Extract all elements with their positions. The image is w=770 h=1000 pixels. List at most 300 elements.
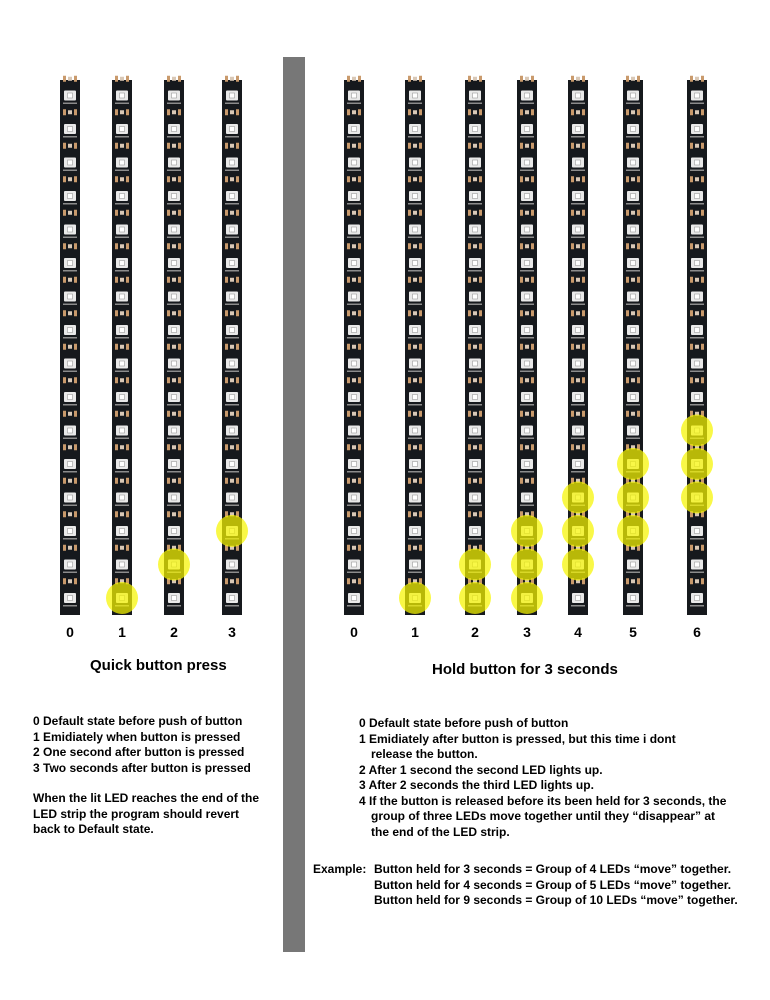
- resistor: [347, 210, 350, 216]
- led-die: [525, 127, 530, 132]
- resistor: [225, 344, 228, 350]
- resistor: [468, 210, 471, 216]
- copper-trace: [520, 337, 534, 339]
- resistor: [701, 578, 704, 584]
- led-die: [576, 294, 581, 299]
- led-die: [352, 194, 357, 199]
- resistor: [479, 277, 482, 283]
- copper-trace: [571, 103, 585, 105]
- resistor: [701, 243, 704, 249]
- copper-trace: [225, 136, 239, 138]
- solder-pad: [473, 378, 477, 382]
- resistor: [479, 243, 482, 249]
- resistor: [126, 143, 129, 149]
- column-label: 2: [471, 624, 479, 640]
- resistor: [358, 143, 361, 149]
- resistor: [468, 478, 471, 484]
- copper-trace: [690, 538, 704, 540]
- copper-trace: [225, 505, 239, 507]
- resistor: [236, 76, 239, 82]
- copper-trace: [571, 237, 585, 239]
- led-die: [695, 160, 700, 165]
- copper-trace: [167, 605, 181, 607]
- solder-pad: [473, 479, 477, 483]
- led-die: [413, 361, 418, 366]
- resistor: [408, 277, 411, 283]
- column-label: 2: [170, 624, 178, 640]
- resistor: [571, 444, 574, 450]
- resistor: [167, 377, 170, 383]
- copper-trace: [115, 438, 129, 440]
- copper-trace: [408, 270, 422, 272]
- column-label: 1: [411, 624, 419, 640]
- copper-trace: [167, 404, 181, 406]
- led-die: [631, 294, 636, 299]
- resistor: [479, 411, 482, 417]
- copper-trace: [347, 203, 361, 205]
- resistor: [408, 210, 411, 216]
- resistor: [347, 310, 350, 316]
- resistor: [637, 377, 640, 383]
- resistor: [358, 109, 361, 115]
- resistor: [468, 344, 471, 350]
- solder-pad: [68, 177, 72, 181]
- led-die: [525, 428, 530, 433]
- resistor: [531, 277, 534, 283]
- led-die: [473, 93, 478, 98]
- copper-trace: [63, 103, 77, 105]
- solder-pad: [120, 77, 124, 81]
- resistor: [419, 243, 422, 249]
- solder-pad: [230, 177, 234, 181]
- led-die: [695, 361, 700, 366]
- resistor: [126, 545, 129, 551]
- led-die: [120, 294, 125, 299]
- resistor: [468, 444, 471, 450]
- led-die: [352, 261, 357, 266]
- led-die: [230, 294, 235, 299]
- copper-trace: [626, 404, 640, 406]
- copper-trace: [347, 404, 361, 406]
- led-die: [230, 194, 235, 199]
- solder-pad: [230, 144, 234, 148]
- copper-trace: [408, 371, 422, 373]
- right-strip-group: [344, 76, 713, 640]
- resistor: [225, 109, 228, 115]
- resistor: [690, 210, 693, 216]
- resistor: [531, 210, 534, 216]
- resistor: [520, 143, 523, 149]
- solder-pad: [576, 278, 580, 282]
- solder-pad: [525, 311, 529, 315]
- solder-pad: [473, 512, 477, 516]
- solder-pad: [525, 479, 529, 483]
- solder-pad: [576, 244, 580, 248]
- resistor: [347, 344, 350, 350]
- resistor: [571, 377, 574, 383]
- solder-pad: [68, 445, 72, 449]
- solder-pad: [352, 244, 356, 248]
- resistor: [419, 344, 422, 350]
- copper-trace: [408, 237, 422, 239]
- resistor: [626, 344, 629, 350]
- resistor: [225, 176, 228, 182]
- resistor: [479, 176, 482, 182]
- copper-trace: [468, 371, 482, 373]
- resistor: [626, 411, 629, 417]
- solder-pad: [413, 445, 417, 449]
- lit-led-glow: [511, 582, 543, 614]
- lit-led-glow: [617, 515, 649, 547]
- solder-pad: [68, 311, 72, 315]
- resistor: [637, 210, 640, 216]
- solder-pad: [576, 77, 580, 81]
- copper-trace: [626, 371, 640, 373]
- resistor: [167, 76, 170, 82]
- led-die: [525, 194, 530, 199]
- solder-pad: [525, 345, 529, 349]
- resistor: [126, 411, 129, 417]
- resistor: [236, 444, 239, 450]
- right-description-line: 4 If the button is released before its been held for 3 seconds, the: [359, 793, 727, 808]
- solder-pad: [473, 412, 477, 416]
- solder-pad: [695, 579, 699, 583]
- solder-pad: [352, 512, 356, 516]
- resistor: [236, 143, 239, 149]
- led-die: [631, 227, 636, 232]
- solder-pad: [230, 244, 234, 248]
- resistor: [63, 511, 66, 517]
- copper-trace: [571, 337, 585, 339]
- resistor: [126, 176, 129, 182]
- led-die: [413, 529, 418, 534]
- right-description-line: the end of the LED strip.: [371, 824, 510, 839]
- resistor: [126, 511, 129, 517]
- resistor: [690, 243, 693, 249]
- resistor: [468, 109, 471, 115]
- led-die: [695, 261, 700, 266]
- resistor: [531, 243, 534, 249]
- resistor: [63, 444, 66, 450]
- solder-pad: [120, 546, 124, 550]
- copper-trace: [626, 605, 640, 607]
- solder-pad: [473, 345, 477, 349]
- resistor: [582, 176, 585, 182]
- resistor: [419, 277, 422, 283]
- copper-trace: [347, 572, 361, 574]
- solder-pad: [631, 177, 635, 181]
- resistor: [408, 545, 411, 551]
- resistor: [225, 310, 228, 316]
- solder-pad: [631, 378, 635, 382]
- resistor: [468, 277, 471, 283]
- led-die: [120, 428, 125, 433]
- right-description-line: 1 Emidiately after button is pressed, but this time i dont: [359, 731, 676, 746]
- copper-trace: [626, 237, 640, 239]
- resistor: [178, 210, 181, 216]
- resistor: [178, 310, 181, 316]
- solder-pad: [172, 512, 176, 516]
- copper-trace: [408, 404, 422, 406]
- led-die: [68, 160, 73, 165]
- copper-trace: [225, 572, 239, 574]
- resistor: [115, 109, 118, 115]
- resistor: [582, 444, 585, 450]
- copper-trace: [347, 136, 361, 138]
- resistor: [347, 444, 350, 450]
- solder-pad: [230, 445, 234, 449]
- resistor: [626, 578, 629, 584]
- resistor: [74, 109, 77, 115]
- copper-trace: [115, 237, 129, 239]
- copper-trace: [347, 605, 361, 607]
- resistor: [178, 243, 181, 249]
- resistor: [531, 344, 534, 350]
- solder-pad: [352, 177, 356, 181]
- lit-led-glow: [617, 482, 649, 514]
- solder-pad: [352, 110, 356, 114]
- copper-trace: [468, 404, 482, 406]
- led-die: [172, 428, 177, 433]
- led-die: [695, 562, 700, 567]
- solder-pad: [473, 144, 477, 148]
- copper-trace: [167, 237, 181, 239]
- solder-pad: [172, 77, 176, 81]
- copper-trace: [225, 337, 239, 339]
- led-die: [120, 160, 125, 165]
- led-die: [413, 495, 418, 500]
- column-label: 0: [350, 624, 358, 640]
- resistor: [63, 377, 66, 383]
- left-description-line: 0 Default state before push of button: [33, 714, 243, 728]
- resistor: [408, 109, 411, 115]
- resistor: [126, 344, 129, 350]
- resistor: [115, 411, 118, 417]
- led-die: [576, 127, 581, 132]
- led-die: [413, 194, 418, 199]
- resistor: [115, 76, 118, 82]
- solder-pad: [695, 378, 699, 382]
- right-panel-title: Hold button for 3 seconds: [432, 661, 618, 678]
- copper-trace: [347, 170, 361, 172]
- solder-pad: [172, 177, 176, 181]
- resistor: [690, 578, 693, 584]
- example-line: Button held for 3 seconds = Group of 4 LEDs “move” together.: [374, 862, 732, 876]
- led-strip: [617, 76, 649, 640]
- resistor: [358, 176, 361, 182]
- column-label: 5: [629, 624, 637, 640]
- solder-pad: [352, 211, 356, 215]
- copper-trace: [520, 471, 534, 473]
- led-die: [352, 127, 357, 132]
- resistor: [626, 377, 629, 383]
- resistor: [582, 277, 585, 283]
- resistor: [520, 478, 523, 484]
- copper-trace: [63, 404, 77, 406]
- solder-pad: [230, 278, 234, 282]
- led-die: [525, 261, 530, 266]
- led-die: [413, 227, 418, 232]
- solder-pad: [413, 345, 417, 349]
- led-die: [120, 495, 125, 500]
- copper-trace: [520, 404, 534, 406]
- resistor: [115, 210, 118, 216]
- led-die: [172, 596, 177, 601]
- copper-trace: [408, 170, 422, 172]
- solder-pad: [230, 479, 234, 483]
- resistor: [167, 243, 170, 249]
- led-die: [230, 395, 235, 400]
- resistor: [701, 310, 704, 316]
- solder-pad: [120, 110, 124, 114]
- resistor: [236, 210, 239, 216]
- resistor: [582, 210, 585, 216]
- resistor: [358, 76, 361, 82]
- copper-trace: [225, 371, 239, 373]
- resistor: [63, 109, 66, 115]
- copper-trace: [690, 404, 704, 406]
- solder-pad: [352, 479, 356, 483]
- led-strip: [60, 76, 80, 640]
- copper-trace: [167, 438, 181, 440]
- resistor: [419, 176, 422, 182]
- solder-pad: [68, 211, 72, 215]
- led-strip: [106, 76, 138, 640]
- copper-trace: [167, 170, 181, 172]
- resistor: [74, 210, 77, 216]
- solder-pad: [120, 445, 124, 449]
- copper-trace: [115, 337, 129, 339]
- led-die: [525, 395, 530, 400]
- resistor: [63, 210, 66, 216]
- solder-pad: [525, 412, 529, 416]
- resistor: [571, 277, 574, 283]
- copper-trace: [115, 136, 129, 138]
- column-label: 6: [693, 624, 701, 640]
- solder-pad: [120, 244, 124, 248]
- left-description: [33, 714, 259, 838]
- led-die: [631, 328, 636, 333]
- led-die: [473, 328, 478, 333]
- solder-pad: [525, 244, 529, 248]
- resistor: [468, 176, 471, 182]
- copper-trace: [347, 103, 361, 105]
- resistor: [571, 310, 574, 316]
- copper-trace: [520, 438, 534, 440]
- copper-trace: [571, 404, 585, 406]
- resistor: [236, 109, 239, 115]
- resistor: [626, 210, 629, 216]
- solder-pad: [695, 211, 699, 215]
- right-description-line: release the button.: [371, 747, 478, 761]
- resistor: [347, 377, 350, 383]
- resistor: [236, 344, 239, 350]
- resistor: [225, 411, 228, 417]
- example-lead: Example:: [313, 862, 367, 876]
- resistor: [408, 176, 411, 182]
- solder-pad: [413, 311, 417, 315]
- led-die: [631, 395, 636, 400]
- led-die: [413, 294, 418, 299]
- solder-pad: [413, 546, 417, 550]
- resistor: [358, 310, 361, 316]
- copper-trace: [468, 538, 482, 540]
- led-die: [120, 127, 125, 132]
- copper-trace: [690, 103, 704, 105]
- led-die: [68, 227, 73, 232]
- resistor: [74, 478, 77, 484]
- led-die: [695, 93, 700, 98]
- resistor: [520, 310, 523, 316]
- led-die: [68, 529, 73, 534]
- led-die: [172, 495, 177, 500]
- led-strip: [511, 76, 543, 640]
- led-die: [525, 160, 530, 165]
- led-die: [473, 294, 478, 299]
- copper-trace: [167, 203, 181, 205]
- copper-trace: [690, 605, 704, 607]
- copper-trace: [225, 170, 239, 172]
- solder-pad: [120, 345, 124, 349]
- resistor: [582, 411, 585, 417]
- led-die: [473, 160, 478, 165]
- led-die: [525, 93, 530, 98]
- lit-led-glow: [681, 482, 713, 514]
- solder-pad: [631, 244, 635, 248]
- led-die: [695, 529, 700, 534]
- resistor: [531, 444, 534, 450]
- resistor: [637, 243, 640, 249]
- copper-trace: [347, 538, 361, 540]
- copper-trace: [225, 237, 239, 239]
- led-die: [473, 227, 478, 232]
- resistor: [74, 578, 77, 584]
- copper-trace: [347, 471, 361, 473]
- resistor: [347, 277, 350, 283]
- led-die: [473, 495, 478, 500]
- solder-pad: [68, 244, 72, 248]
- copper-trace: [408, 471, 422, 473]
- solder-pad: [473, 211, 477, 215]
- resistor: [225, 377, 228, 383]
- copper-trace: [408, 203, 422, 205]
- copper-trace: [626, 136, 640, 138]
- resistor: [167, 444, 170, 450]
- copper-trace: [468, 203, 482, 205]
- led-die: [695, 395, 700, 400]
- resistor: [236, 478, 239, 484]
- resistor: [115, 143, 118, 149]
- copper-trace: [115, 538, 129, 540]
- led-die: [352, 361, 357, 366]
- solder-pad: [352, 445, 356, 449]
- resistor: [115, 243, 118, 249]
- lit-led-glow: [459, 549, 491, 581]
- resistor: [468, 511, 471, 517]
- copper-trace: [347, 371, 361, 373]
- solder-pad: [576, 378, 580, 382]
- solder-pad: [68, 110, 72, 114]
- resistor: [74, 176, 77, 182]
- resistor: [531, 411, 534, 417]
- led-die: [68, 294, 73, 299]
- resistor: [347, 109, 350, 115]
- copper-trace: [63, 304, 77, 306]
- resistor: [347, 578, 350, 584]
- copper-trace: [225, 270, 239, 272]
- led-die: [68, 328, 73, 333]
- copper-trace: [167, 371, 181, 373]
